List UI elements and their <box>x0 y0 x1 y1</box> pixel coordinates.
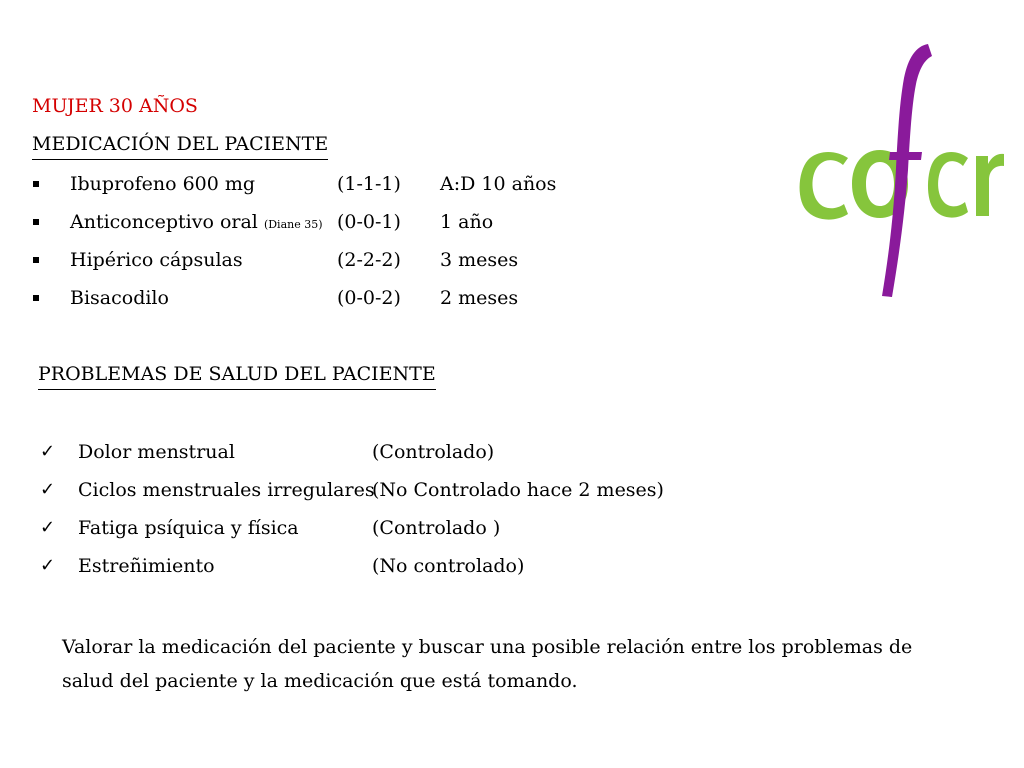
medication-duration: A:D 10 años <box>440 173 557 195</box>
medication-heading: MEDICACIÓN DEL PACIENTE <box>32 132 328 160</box>
problem-status: (No Controlado hace 2 meses) <box>372 479 664 501</box>
medication-duration: 2 meses <box>440 287 519 309</box>
checkmark-icon: ✓ <box>40 479 56 500</box>
problem-status: (Controlado ) <box>372 517 501 539</box>
problems-heading: PROBLEMAS DE SALUD DEL PACIENTE <box>38 362 436 390</box>
square-bullet-icon <box>33 295 39 301</box>
medication-name: Hipérico cápsulas <box>70 249 243 271</box>
instruction-paragraph: Valorar la medicación del paciente y buscar una posible relación entre los problemas de salud del paciente y la medicación que está tomando. <box>62 636 913 692</box>
medication-name: Ibuprofeno 600 mg <box>70 173 256 195</box>
medication-name: Bisacodilo <box>70 287 169 309</box>
problem-name: Fatiga psíquica y física <box>78 517 299 539</box>
checkmark-icon: ✓ <box>40 555 56 576</box>
problem-name: Dolor menstrual <box>78 441 235 463</box>
square-bullet-icon <box>33 219 39 225</box>
medication-dose: (0-0-1) <box>337 211 401 233</box>
medication-duration: 3 meses <box>440 249 519 271</box>
problem-name: Estreñimiento <box>78 555 215 577</box>
medication-name <box>70 210 323 237</box>
medication-name-text: Anticonceptivo oral <box>70 211 264 233</box>
medication-duration: 1 año <box>440 211 494 233</box>
problem-name: Ciclos menstruales irregulares <box>78 479 375 501</box>
medication-dose: (1-1-1) <box>337 173 401 195</box>
medication-dose: (0-0-2) <box>337 287 401 309</box>
square-bullet-icon <box>33 257 39 263</box>
patient-title: MUJER 30 AÑOS <box>32 95 198 117</box>
checkmark-icon: ✓ <box>40 517 56 538</box>
problem-status: (No controlado) <box>372 555 525 577</box>
problem-status: (Controlado) <box>372 441 495 463</box>
square-bullet-icon <box>33 181 39 187</box>
medication-note: (Diane 35) <box>263 218 323 231</box>
cofcr-logo <box>786 38 1006 308</box>
checkmark-icon: ✓ <box>40 441 56 462</box>
medication-dose: (2-2-2) <box>337 249 401 271</box>
